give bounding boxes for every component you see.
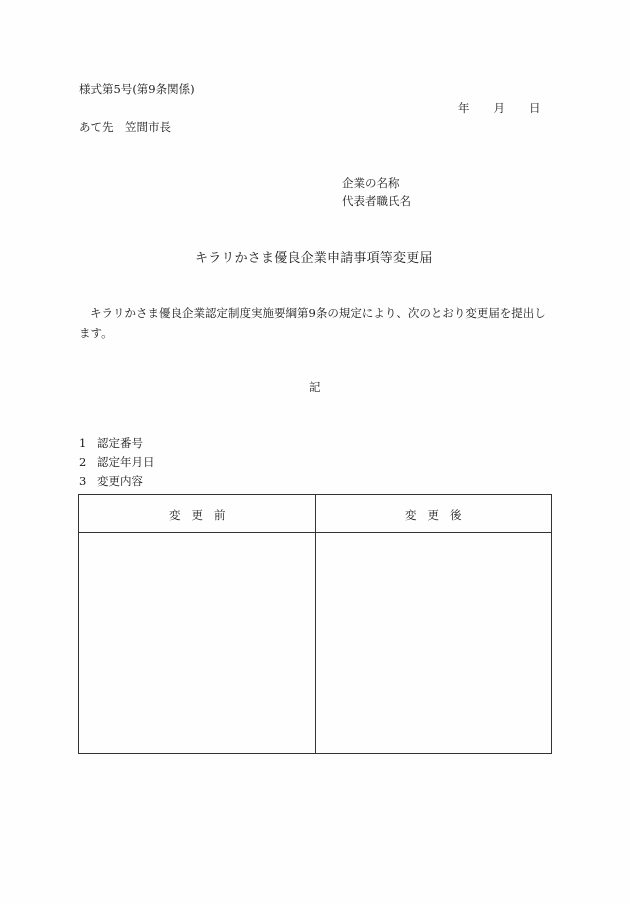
column-header-before: 変更前 xyxy=(169,508,237,522)
item-number: 2 xyxy=(79,455,87,469)
ki-label: 記 xyxy=(309,380,321,394)
change-table xyxy=(78,494,552,754)
before-content-cell[interactable] xyxy=(79,533,315,753)
item-number: 3 xyxy=(79,474,87,488)
company-name-label: 企業の名称 xyxy=(342,176,400,190)
date-day-label: 日 xyxy=(529,101,541,115)
date-month-label: 月 xyxy=(493,101,505,115)
item-label: 認定番号 xyxy=(97,436,143,450)
column-header-after: 変更後 xyxy=(405,508,473,522)
date-year-label: 年 xyxy=(458,101,470,115)
date-line xyxy=(458,100,541,116)
item-label: 変更内容 xyxy=(97,474,143,488)
document-title: キラリかさま優良企業申請事項等変更届 xyxy=(195,251,433,266)
item-certification-number xyxy=(79,435,143,451)
after-content-cell[interactable] xyxy=(316,533,551,753)
item-certification-date xyxy=(79,454,155,470)
item-change-content xyxy=(79,473,143,489)
addressee: あて先 笠間市長 xyxy=(79,120,171,134)
form-number-label: 様式第5号(第9条関係) xyxy=(79,82,195,96)
item-label: 認定年月日 xyxy=(97,455,155,469)
body-paragraph: キラリかさま優良企業認定制度実施要綱第9条の規定により、次のとおり変更届を提出します。 xyxy=(79,306,546,340)
representative-name-label: 代表者職氏名 xyxy=(342,194,411,208)
item-number: 1 xyxy=(79,436,87,450)
